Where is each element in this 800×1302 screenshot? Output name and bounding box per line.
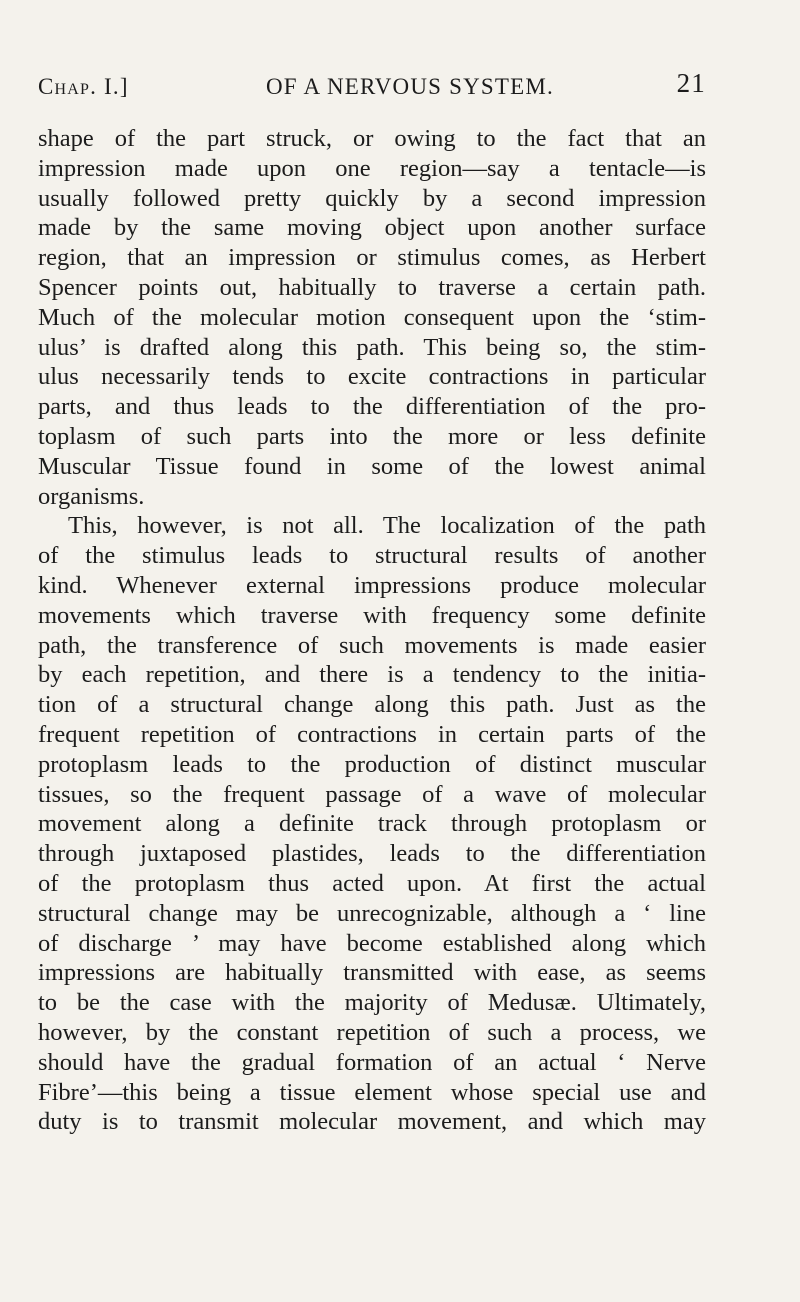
text-line: made by the same moving object upon another surface [38,214,706,242]
text-line: however, by the constant repetition of such a process, we [38,1018,706,1046]
text-line: structural change may be unrecognizable, although a ‘ line [38,899,706,927]
text-line: protoplasm leads to the production of distinct muscular [38,750,706,778]
text-line: of discharge ’ may have become established along which [38,929,706,957]
text-line: toplasm of such parts into the more or less definite [38,422,706,450]
text-line: shape of the part struck, or owing to the fact that an [38,125,706,152]
text-line: ulus’ is drafted along this path. This being so, the stim- [38,333,706,361]
text-line: organisms. [38,482,145,510]
paragraph-2 [38,511,706,1137]
text-line: by each repetition, and there is a tendency to the initia- [38,661,706,689]
text-line: Much of the molecular motion consequent upon the ‘stim- [38,303,706,331]
text-line: impressions are habitually transmitted with ease, as seems [38,959,706,987]
text-line: path, the transference of such movements is made easier [38,631,706,659]
paragraph-1 [38,124,706,511]
text-line: impression made upon one region—say a tentacle—is [38,154,706,182]
text-line: of the protoplasm thus acted upon. At first the actual [38,869,706,897]
text-line: through juxtaposed plastides, leads to the differentiation [38,840,706,868]
running-title: OF A NERVOUS SYSTEM. [266,74,554,99]
text-line: Muscular Tissue found in some of the lowest animal [38,452,706,480]
text-line: Fibre’—this being a tissue element whose special use and [38,1078,706,1106]
text-line: ulus necessarily tends to excite contractions in particular [38,363,706,391]
text-line: to be the case with the majority of Medusæ. Ultimately, [38,989,706,1017]
text-line: should have the gradual formation of an actual ‘ Nerve [38,1048,706,1076]
body-text [38,124,706,1137]
text-line: region, that an impression or stimulus comes, as Herbert [38,244,706,272]
text-line: tissues, so the frequent passage of a wave of molecular [38,780,706,808]
chapter-label: Chap. I.] [38,74,129,99]
text-line: movement along a definite track through protoplasm or [38,810,706,838]
text-line: frequent repetition of contractions in certain parts of the [38,720,706,748]
text-line: of the stimulus leads to structural results of another [38,542,706,570]
text-line: parts, and thus leads to the differentiation of the pro- [38,393,706,421]
text-line: kind. Whenever external impressions produce molecular [38,571,706,599]
text-line: This, however, is not all. The localization of the path [68,512,706,540]
page-number: 21 [676,68,706,98]
text-line: movements which traverse with frequency some definite [38,601,706,629]
text-line: usually followed pretty quickly by a second impression [38,184,706,212]
text-line: Spencer points out, habitually to traverse a certain path. [38,273,706,301]
running-header [38,68,706,108]
text-line: duty is to transmit molecular movement, and which may [38,1108,706,1136]
text-line: tion of a structural change along this path. Just as the [38,691,706,719]
